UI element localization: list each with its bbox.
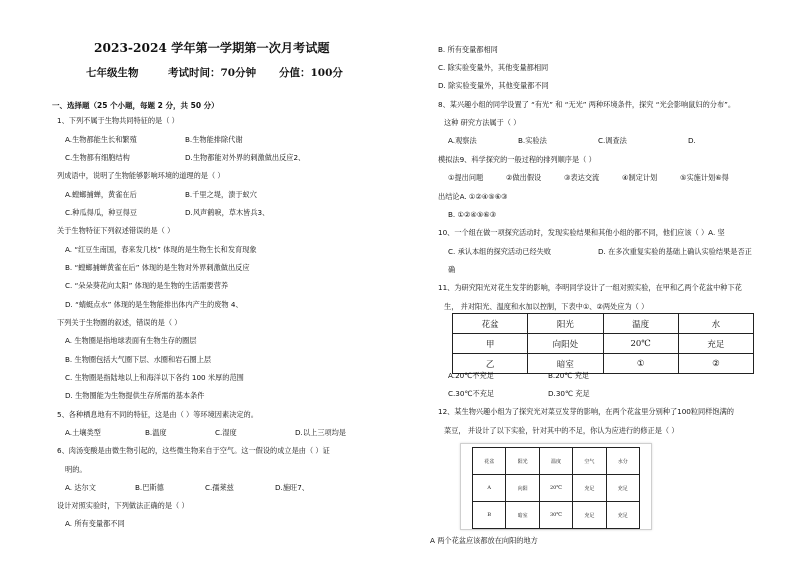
question-line: 6、肉汤变酸是由微生物引起的，这些微生物来自于空气。这一假设的成立是由（ ）证 [57, 446, 330, 455]
question-line: 12、某生物兴趣小组为了探究光对菜豆发芽的影响，在两个花盆里分别种了100粒同样饱满的 [438, 407, 734, 416]
option-line: C.生物都有细胞结构 [65, 153, 130, 162]
table-header-cell: 水分 [606, 448, 639, 475]
question-line: 明的。 [65, 465, 87, 474]
exam-title: 2023-2024 学年第一学期第一次月考试题 [94, 41, 330, 55]
question-line: 菜豆， 并设计了以下实验，针对其中的不足，你认为应进行的修正是（ ） [444, 426, 679, 435]
option-line: D. 在多次重复实验的基础上确认实验结果是否正 [598, 247, 752, 256]
table-cell: 充足 [573, 502, 606, 529]
option-line: ①提出问题 [448, 173, 484, 182]
table-header-cell: 水 [678, 314, 753, 334]
option-line: B.巴斯德 [135, 483, 164, 492]
table-cell: 充足 [678, 334, 753, 354]
option-line: C.调查法 [598, 136, 627, 145]
table-cell: A [473, 475, 506, 502]
option-line: A. 所有变量都不同 [65, 519, 125, 528]
table-cell: 充足 [573, 475, 606, 502]
table-cell: 暗室 [528, 354, 603, 374]
option-line: ②做出假设 [506, 173, 542, 182]
option-line: C. 生物圈是指陆地以上和海洋以下各约 100 米厚的范围 [65, 373, 244, 382]
question-line: 模拟法9、科学探究的一般过程的排列顺序是（ ） [438, 155, 596, 164]
option-line: A.螳螂捕蝉，黄雀在后 [65, 190, 137, 199]
question-line: 10、一个组在做一项探究活动时，发现实验结果和其他小组的都不同，他们应该（ ）A. 坚 [438, 228, 725, 237]
option-line: D. 生物圈能为生物提供生存所需的基本条件 [65, 391, 205, 400]
option-line: D.30℃ 充足 [548, 389, 590, 398]
question-line: 列成语中，说明了生物能够影响环境的道理的是（ ） [57, 171, 225, 180]
option-line: D. 除实验变量外，其他变量都不同 [438, 81, 549, 90]
question-line: 关于生物特征下列叙述错误的是（ ） [57, 226, 175, 235]
table-row [453, 334, 754, 354]
table-cell: 充足 [606, 502, 639, 529]
table-cell: 向阳 [506, 475, 539, 502]
table-row [473, 475, 640, 502]
option-line: C. 除实验变量外，其他变量都相同 [438, 63, 549, 72]
option-line: D.以上三项均是 [295, 428, 346, 437]
option-line: B. ①②④⑤⑥③ [448, 210, 497, 219]
table-header-row [453, 314, 754, 334]
option-line: B.温度 [145, 428, 167, 437]
option-line: C.孺莱兹 [205, 483, 234, 492]
option-line: ③表达交流 [564, 173, 600, 182]
option-line: C.湿度 [215, 428, 237, 437]
table-header-cell: 阳光 [528, 314, 603, 334]
table-cell: 20℃ [539, 475, 572, 502]
option-line: D.生物都能对外界的刺激做出反应2、 [185, 153, 306, 162]
experiment-table-2 [472, 447, 640, 529]
table-header-cell: 阳光 [506, 448, 539, 475]
option-line: A.生物都能生长和繁殖 [65, 135, 137, 144]
question-line: 8、某兴趣小组的同学设置了 “有光” 和 “无光” 两种环境条件，探究 “光会影响鼠妇的分布”。 [438, 100, 736, 109]
question-line: 下列关于生物圈的叙述，错误的是（ ） [57, 318, 182, 327]
option-line: A 两个花盆应该都放在向阳的地方 [430, 536, 538, 545]
option-line: ④制定计划 [622, 173, 658, 182]
option-line: B.20℃ 充足 [548, 371, 590, 380]
table-header-cell: 温度 [603, 314, 678, 334]
exam-subject: 七年级生物 [86, 67, 139, 79]
option-line: C. “朵朵葵花向太阳” 体现的是生物的生活需要营养 [65, 281, 229, 290]
table-cell: 乙 [453, 354, 528, 374]
table-header-cell: 空气 [573, 448, 606, 475]
table-cell: 30℃ [539, 502, 572, 529]
option-line: D.风声鹤唳，草木皆兵3、 [185, 208, 270, 217]
table-cell: ② [678, 354, 753, 374]
option-line: B. “螳螂捕蝉黄雀在后” 体现的是生物对外界刺激做出反应 [65, 263, 250, 272]
table-cell: ① [603, 354, 678, 374]
question-line: 这种 研究方法属于（ ） [444, 118, 521, 127]
question-line: 生， 并对阳光、温度和水加以控制，下表中①、②两处应为（ ） [444, 302, 649, 311]
exam-score: 分值：100分 [279, 67, 343, 79]
table-header-row [473, 448, 640, 475]
option-line: B.实验法 [518, 136, 547, 145]
exam-time: 考试时间：70分钟 [168, 67, 257, 79]
question-line: 设计对照实验时，下列做法正确的是（ ） [57, 501, 189, 510]
table-header-cell: 温度 [539, 448, 572, 475]
experiment-table-1 [452, 313, 754, 374]
table-cell: 充足 [606, 475, 639, 502]
option-line: B.生物能排除代谢 [185, 135, 243, 144]
option-line: C. 承认本组的探究活动已经失败 [448, 247, 552, 256]
option-line: D. [688, 136, 696, 145]
table-cell: 20℃ [603, 334, 678, 354]
option-line: B. 生物圈包括大气圈下层、水圈和岩石圈上层 [65, 355, 212, 364]
table-cell: 暗室 [506, 502, 539, 529]
option-line: 确 [448, 265, 456, 274]
option-line: D.施旺7、 [275, 483, 309, 492]
table-header-cell: 花盆 [473, 448, 506, 475]
table-row [453, 354, 754, 374]
option-line: A.观察法 [448, 136, 477, 145]
option-line: B.千里之堤，溃于蚁穴 [185, 190, 257, 199]
option-line: A.土壤类型 [65, 428, 101, 437]
option-line: 出结论A. ①②④⑤⑥③ [438, 192, 508, 201]
table-header-cell: 花盆 [453, 314, 528, 334]
option-line: D. “蜻蜓点水” 体现的是生物能排出体内产生的废物 4、 [65, 300, 243, 309]
option-line: B. 所有变量都相同 [438, 45, 498, 54]
option-line: A. “红豆生南国，春来发几枝” 体现的是生物生长和发育现象 [65, 245, 257, 254]
question-line: 1、下列不属于生物共同特征的是（ ） [57, 116, 179, 125]
table-cell: 向阳处 [528, 334, 603, 354]
question-line: 5、各种栖息地有不同的特征，这是由（ ）等环境因素决定的。 [57, 410, 258, 419]
option-line: C.30℃不充足 [448, 389, 495, 398]
table-cell: 甲 [453, 334, 528, 354]
table-cell: B [473, 502, 506, 529]
table-row [473, 502, 640, 529]
option-line: A. 生物圈是指地球表面有生物生存的圈层 [65, 336, 197, 345]
section-heading: 一、选择题（25 个小题，每题 2 分，共 50 分） [52, 101, 219, 110]
option-line: A.20℃不充足 [448, 371, 494, 380]
question-line: 11、为研究阳光对花生发芽的影响，李明同学设计了一组对照实验，在甲和乙两个花盆中种下花 [438, 283, 742, 292]
option-line: A. 达尔文 [65, 483, 96, 492]
option-line: ⑤实施计划⑥得 [680, 173, 729, 182]
option-line: C.种瓜得瓜，种豆得豆 [65, 208, 137, 217]
